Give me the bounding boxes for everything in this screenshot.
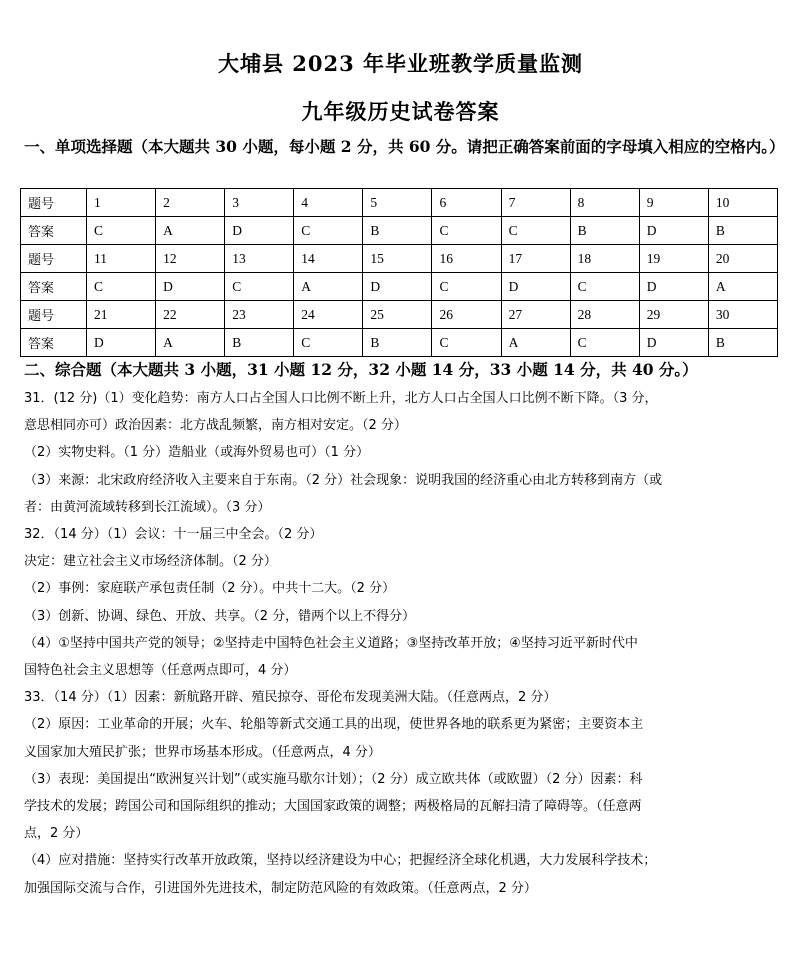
table-row <box>21 273 778 301</box>
table-cell: C <box>87 217 156 245</box>
table-cell: 30 <box>708 301 777 329</box>
answer-line: 义国家加大殖民扩张；世界市场基本形成。（任意两点，4 分） <box>24 744 381 760</box>
section1-heading: 一、单项选择题（本大题共 30 小题，每小题 2 分，共 60 分。请把正确答案前面的字母填入相应的空格内。） <box>24 137 785 156</box>
table-cell: A <box>156 329 225 357</box>
table-cell: A <box>294 273 363 301</box>
table-row <box>21 217 778 245</box>
table-cell: C <box>432 273 501 301</box>
table-cell: 8 <box>570 189 639 217</box>
answer-line: 加强国际交流与合作，引进国外先进技术，制定防范风险的有效政策。（任意两点，2 分） <box>24 880 537 896</box>
table-cell: 11 <box>87 245 156 273</box>
answer-line: 33．（14 分）（1）因素：新航路开辟、殖民掠夺、哥伦布发现美洲大陆。（任意两点，2 分） <box>24 690 557 706</box>
table-cell: C <box>570 273 639 301</box>
exam-title: 大埔县 2023 年毕业班教学质量监测 <box>217 51 584 76</box>
table-cell: 3 <box>225 189 294 217</box>
table-cell: D <box>156 273 225 301</box>
table-cell: A <box>156 217 225 245</box>
answer-line: （4）应对措施：坚持实行改革开放政策，坚持以经济建设为中心；把握经济全球化机遇，大力发展科学技术； <box>24 853 657 869</box>
row-label: 题号 <box>21 245 87 273</box>
table-cell: A <box>708 273 777 301</box>
table-cell: C <box>294 329 363 357</box>
table-cell: 21 <box>87 301 156 329</box>
table-cell: 24 <box>294 301 363 329</box>
answer-line: （3）表现：美国提出“欧洲复兴计划”（或实施马歇尔计划）；（2 分）成立欧共体（或欧盟）（2 分）因素：科 <box>24 771 643 787</box>
table-cell: 10 <box>708 189 777 217</box>
answer-line: 31．(12 分)（1）变化趋势：南方人口占全国人口比例不断上升，北方人口占全国人口比例不断下降。（3 分， <box>24 391 658 406</box>
answer-line: （2）原因：工业革命的开展；火车、轮船等新式交通工具的出现，使世界各地的联系更为紧密；主要资本主 <box>24 717 644 733</box>
answer-line: 点，2 分） <box>24 826 89 842</box>
answer-line: 32．（14 分）（1）会议：十一届三中全会。（2 分） <box>24 527 323 543</box>
answer-line: （2）事例：家庭联产承包责任制（2 分）。中共十二大。（2 分） <box>24 581 396 597</box>
row-label: 答案 <box>21 217 87 245</box>
table-cell: 17 <box>501 245 570 273</box>
answer-line: （2）实物史料。（1 分）造船业（或海外贸易也可）（1 分） <box>24 445 370 461</box>
table-cell: 14 <box>294 245 363 273</box>
table-row <box>21 245 778 273</box>
table-cell: 29 <box>639 301 708 329</box>
table-cell: B <box>363 217 432 245</box>
table-cell: 2 <box>156 189 225 217</box>
table-row <box>21 301 778 329</box>
table-cell: D <box>639 217 708 245</box>
table-row <box>21 189 778 217</box>
row-label: 题号 <box>21 301 87 329</box>
table-cell: B <box>708 217 777 245</box>
table-cell: 25 <box>363 301 432 329</box>
answer-line: 决定：建立社会主义市场经济体制。（2 分） <box>24 554 277 570</box>
table-cell: 12 <box>156 245 225 273</box>
answer-line: 者：由黄河流域转移到长江流域）。（3 分） <box>24 499 271 515</box>
row-label: 答案 <box>21 273 87 301</box>
table-cell: D <box>87 329 156 357</box>
table-cell: 20 <box>708 245 777 273</box>
table-cell: 5 <box>363 189 432 217</box>
table-cell: 23 <box>225 301 294 329</box>
table-cell: D <box>501 273 570 301</box>
table-cell: D <box>639 329 708 357</box>
table-cell: B <box>363 329 432 357</box>
table-cell: C <box>87 273 156 301</box>
table-cell: 16 <box>432 245 501 273</box>
table-cell: 18 <box>570 245 639 273</box>
table-cell: C <box>501 217 570 245</box>
table-cell: 28 <box>570 301 639 329</box>
row-label: 答案 <box>21 329 87 357</box>
table-cell: C <box>432 217 501 245</box>
table-cell: 4 <box>294 189 363 217</box>
exam-subtitle: 九年级历史试卷答案 <box>301 99 500 124</box>
table-cell: 6 <box>432 189 501 217</box>
table-row <box>21 329 778 357</box>
answer-line: （4）①坚持中国共产党的领导；②坚持走中国特色社会主义道路；③坚持改革开放；④坚持习近平新时代中 <box>24 635 638 651</box>
table-cell: B <box>570 217 639 245</box>
table-cell: C <box>294 217 363 245</box>
section2-heading: 二、综合题（本大题共 3 小题，31 小题 12 分，32 小题 14 分，33 小题 14 分，共 40 分。） <box>24 360 698 379</box>
table-cell: 26 <box>432 301 501 329</box>
answer-line: 国特色社会主义思想等（任意两点即可，4 分） <box>24 663 297 679</box>
table-cell: D <box>363 273 432 301</box>
table-cell: D <box>639 273 708 301</box>
row-label: 题号 <box>21 189 87 217</box>
table-cell: 9 <box>639 189 708 217</box>
answer-table <box>20 188 778 357</box>
table-cell: B <box>708 329 777 357</box>
answer-line: （3）来源：北宋政府经济收入主要来自于东南。（2 分）社会现象：说明我国的经济重心由北方转移到南方（或 <box>24 472 663 488</box>
table-cell: D <box>225 217 294 245</box>
table-cell: B <box>225 329 294 357</box>
answer-line: 意思相同亦可）政治因素：北方战乱频繁，南方相对安定。（2 分） <box>24 418 407 434</box>
table-cell: 19 <box>639 245 708 273</box>
table-cell: C <box>570 329 639 357</box>
table-cell: 27 <box>501 301 570 329</box>
table-cell: 15 <box>363 245 432 273</box>
answer-line: （3）创新、协调、绿色、开放、共享。（2 分，错两个以上不得分） <box>24 608 416 624</box>
table-cell: 22 <box>156 301 225 329</box>
table-cell: 7 <box>501 189 570 217</box>
answer-line: 学技术的发展；跨国公司和国际组织的推动；大国国家政策的调整；两极格局的瓦解扫清了障碍等。（任意两 <box>24 799 642 815</box>
table-cell: C <box>225 273 294 301</box>
answer-text-body <box>24 385 780 902</box>
table-cell: 1 <box>87 189 156 217</box>
table-cell: 13 <box>225 245 294 273</box>
table-cell: A <box>501 329 570 357</box>
table-cell: C <box>432 329 501 357</box>
